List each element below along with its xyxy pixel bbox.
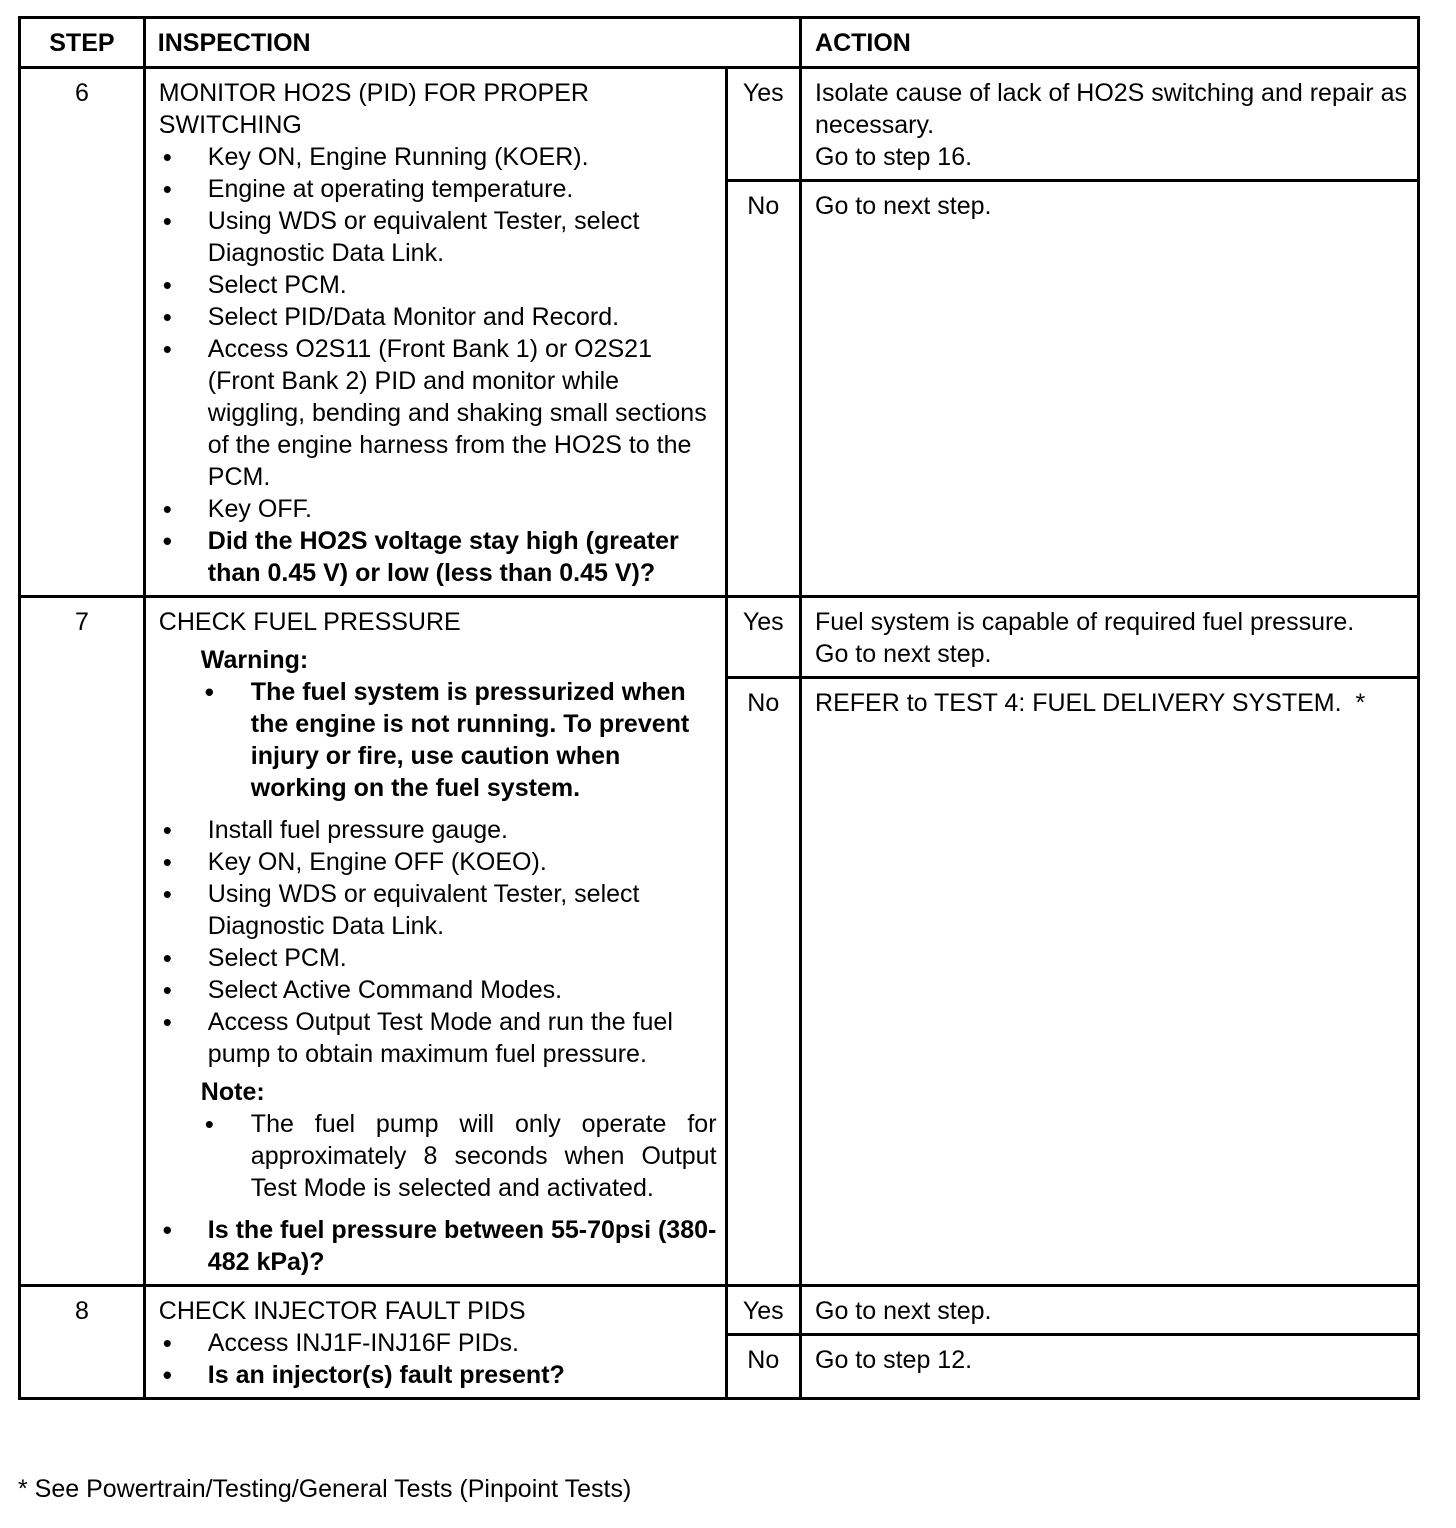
yes-action <box>801 597 1419 678</box>
step-7-question-list <box>159 1214 717 1278</box>
note-block <box>159 1076 717 1204</box>
yes-label: Yes <box>726 68 800 181</box>
action-line: Isolate cause of lack of HO2S switching and repair as necessary. <box>815 79 1407 139</box>
list-item: • Select Active Command Modes. <box>159 974 717 1006</box>
step-question: • Did the HO2S voltage stay high (greater than 0.45 V) or low (less than 0.45 V)? <box>159 525 717 589</box>
step-title: CHECK INJECTOR FAULT PIDS <box>158 1297 526 1325</box>
header-step: STEP <box>20 18 145 68</box>
action-line: Fuel system is capable of required fuel pressure. <box>815 608 1355 636</box>
list-item: • Select PCM. <box>159 942 717 974</box>
step-number: 7 <box>20 597 145 1286</box>
diagnostic-table-page <box>18 16 1420 1400</box>
list-item: • Key ON, Engine Running (KOER). <box>159 141 717 173</box>
diagnostic-table <box>18 16 1420 1400</box>
header-action: ACTION <box>801 18 1419 68</box>
step-7-yes-row <box>20 597 1419 678</box>
warning-heading: Warning: <box>200 646 309 674</box>
step-number: 8 <box>20 1286 145 1399</box>
warning-text: • The fuel system is pressurized when the engine is not running. To prevent injury or fire, use caution when working on the fuel system. <box>201 676 717 804</box>
list-item: • Engine at operating temperature. <box>159 173 717 205</box>
step-title: MONITOR HO2S (PID) FOR PROPER SWITCHING <box>158 79 589 139</box>
no-label: No <box>726 1335 800 1399</box>
list-item: • Access INJ1F-INJ16F PIDs. <box>159 1327 717 1359</box>
action-line: Go to next step. <box>815 640 992 668</box>
step-6-inspection <box>144 68 726 597</box>
step-8-inspection <box>144 1286 726 1399</box>
yes-label: Yes <box>726 597 800 678</box>
no-action: Go to next step. <box>801 181 1419 597</box>
no-action: REFER to TEST 4: FUEL DELIVERY SYSTEM. * <box>801 678 1419 1286</box>
list-item: • Using WDS or equivalent Tester, select Diagnostic Data Link. <box>159 878 717 942</box>
list-item: • Key OFF. <box>159 493 717 525</box>
step-question: • Is the fuel pressure between 55-70psi (380-482 kPa)? <box>159 1214 717 1278</box>
note-list <box>201 1108 717 1204</box>
table-header-row <box>20 18 1419 68</box>
list-item: • Access O2S11 (Front Bank 1) or O2S21 (Front Bank 2) PID and monitor while wiggling, bending and shaking small sections of the engine harness from the HO2S to the PCM. <box>159 333 717 493</box>
yes-action <box>801 1286 1419 1335</box>
warning-block <box>159 644 717 804</box>
step-7-inspection <box>144 597 726 1286</box>
list-item: • Access Output Test Mode and run the fuel pump to obtain maximum fuel pressure. <box>159 1006 717 1070</box>
step-title: CHECK FUEL PRESSURE <box>158 608 461 636</box>
step-question: • Is an injector(s) fault present? <box>159 1359 717 1391</box>
step-number: 6 <box>20 68 145 597</box>
no-label: No <box>726 181 800 597</box>
no-action: Go to step 12. <box>801 1335 1419 1399</box>
step-7-bullet-list <box>159 814 717 1070</box>
action-line: Go to next step. <box>815 1297 992 1325</box>
list-item: • Select PCM. <box>159 269 717 301</box>
list-item: • Key ON, Engine OFF (KOEO). <box>159 846 717 878</box>
no-label: No <box>726 678 800 1286</box>
list-item: • Using WDS or equivalent Tester, select Diagnostic Data Link. <box>159 205 717 269</box>
step-8-yes-row <box>20 1286 1419 1335</box>
step-6-yes-row <box>20 68 1419 181</box>
step-6-bullet-list <box>159 141 717 589</box>
yes-action <box>801 68 1419 181</box>
header-inspection: INSPECTION <box>144 18 800 68</box>
list-item: • Select PID/Data Monitor and Record. <box>159 301 717 333</box>
note-text: • The fuel pump will only operate for approximately 8 seconds when Output Test Mode is selected and activated. <box>201 1108 717 1204</box>
yes-label: Yes <box>726 1286 800 1335</box>
list-item: • Install fuel pressure gauge. <box>159 814 717 846</box>
footnote: * See Powertrain/Testing/General Tests (Pinpoint Tests) <box>18 1475 632 1503</box>
action-line: Go to step 16. <box>815 143 973 171</box>
warning-list <box>201 676 717 804</box>
step-8-bullet-list <box>159 1327 717 1391</box>
note-heading: Note: <box>200 1078 265 1106</box>
